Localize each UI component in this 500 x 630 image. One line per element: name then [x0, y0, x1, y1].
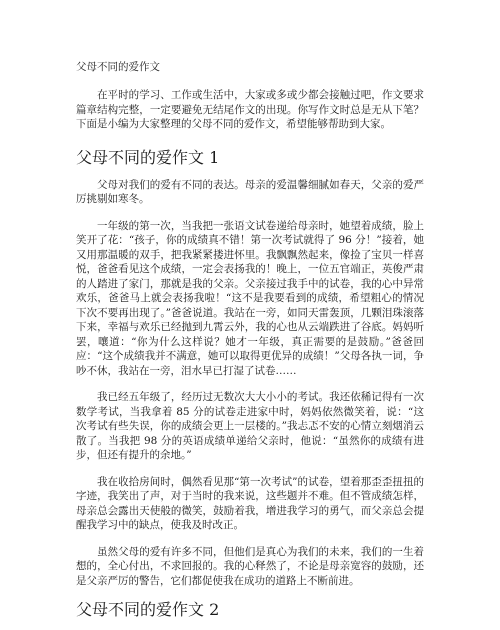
section-heading-1: 父母不同的爱作文 1 — [76, 147, 220, 167]
essay-paragraph: 我在收拾房间时，偶然看见那“第一次考试”的试卷，望着那歪歪扭扭的字迹，我笑出了声，对于当时的我来说，这些题并不难。但不管成绩怎样，母亲总会露出天使般的微笑，鼓励着我，增进我学习的勇气，而父亲总会提醒我学习中的缺点，使我及时改正。 — [76, 475, 424, 531]
intro-paragraph: 在平时的学习、工作或生活中，大家或多或少都会接触过吧，作文要求篇章结构完整，一定要避免无结尾作文的出现。你写作文时总是无从下笔？下面是小编为大家整理的父母不同的爱作文，希望能够帮助到大家。 — [76, 89, 424, 130]
document-page — [76, 60, 424, 630]
essay-paragraph: 父母对我们的爱有不同的表达。母亲的爱温馨细腻如春天，父亲的爱严厉挑剔如寒冬。 — [76, 178, 424, 205]
essay-paragraph: 一年级的第一次，当我把一张语文试卷递给母亲时，她望着成绩，脸上笑开了花：“孩子，你的成绩真不错！第一次考试就得了 96 分！”接着，她又用那温暖的双手，把我紧紧搂进怀里。我飘飘然起来，像捡了宝贝一样喜悦，爸爸看见这个成绩，一定会表扬我的！晚上，一位五官端正，英俊严肃的人踏进了家门，那就是我的父亲。父亲接过我手中的试卷，我的心中异常欢乐，爸爸马上就会表扬我啦！“这不是我要看到的成绩，希望粗心的情况下次不要再出现了。”爸爸说道。我站在一旁，如同天雷轰顶，几颗泪珠滚落下来，幸福与欢乐已经抛到九霄云外，我的心也从云端跌进了谷底。妈妈听罢，嚷道：“你为什么这样说？她才一年级，真正需要的是鼓励。”爸爸回应：“这个成绩我并不满意，她可以取得更优异的成绩！”父母各执一词，争吵不休，我站在一旁，泪水早已打湿了试卷…… — [76, 219, 424, 377]
essay-paragraph: 我已经五年级了，经历过无数次大大小小的考试。我还依稀记得有一次数学考试，当我拿着 85 分的试卷走进家中时，妈妈依然微笑着，说：“这次考试有些失误，你的成绩会更上一层楼的。”我忐忑不安的心情立刻烟消云散了。当我把 98 分的英语成绩单递给父亲时，他说：“虽然你的成绩有进步，但还有提升的余地。” — [76, 391, 424, 461]
document-title: 父母不同的爱作文 — [76, 61, 160, 73]
section-heading-2: 父母不同的爱作文 2 — [76, 600, 220, 619]
essay-paragraph: 虽然父母的爱有许多不同，但他们是真心为我们的未来，我们的一生着想的，全心付出，不求回报的。我的心释然了，不论是母亲宽容的鼓励，还是父亲严厉的警告，它们都促使我在成功的道路上不断前进。 — [76, 545, 424, 587]
